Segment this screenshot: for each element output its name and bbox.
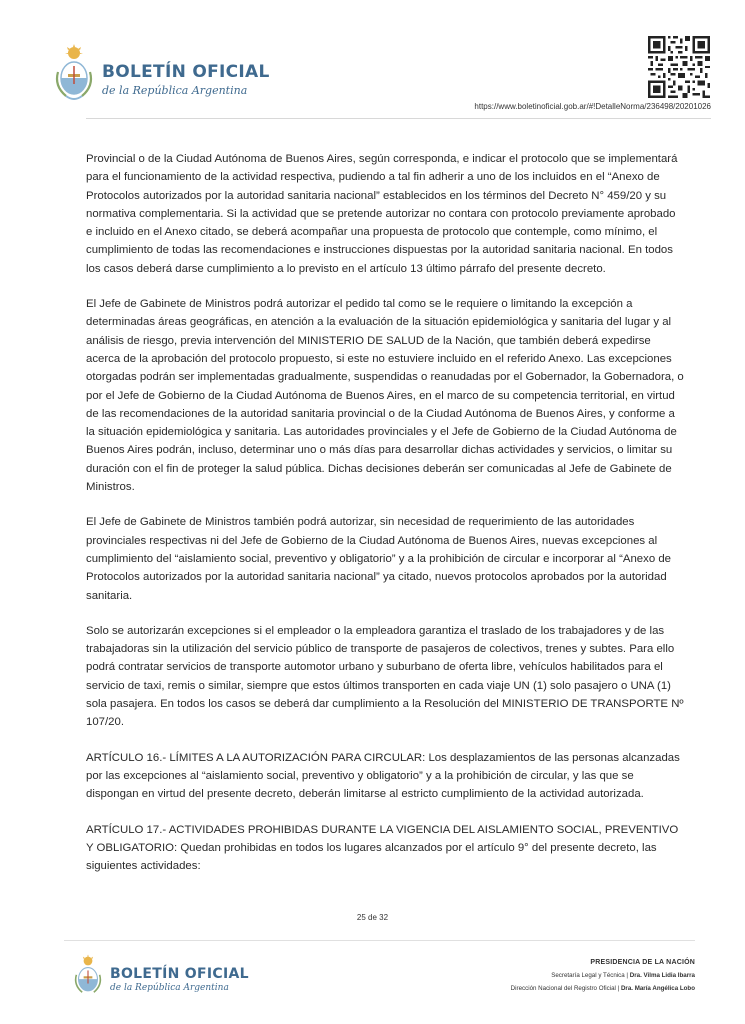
footer-brand-title: BOLETÍN OFICIAL bbox=[110, 966, 249, 982]
brand-title: BOLETÍN OFICIAL bbox=[102, 62, 270, 82]
paragraph: El Jefe de Gabinete de Ministros podrá autorizar el pedido tal como se le requiere o limitando la excepción a determinadas áreas geográficas, en atención a la evaluación de la situación epidemiológica y sanitaria del lugar y al análisis de riesgo, previa intervención del MINISTERIO DE SALUD de la Nación, que también deberá expedirse acerca de la aprobación del protocolo propuesto, si este no estuviere incluido en el referido Anexo. Las excepciones otorgadas podrán ser implementadas gradualmente, suspendidas o reanudadas por el Gobernador, la Gobernadora, o por el Jefe de Gobierno de la Ciudad Autónoma de Buenos Aires, en el marco de su competencia territorial, en virtud de las recomendaciones de la autoridad sanitaria provincial o de la Ciudad Autónoma de Buenos Aires, y conforme a la situación epidemiológica y sanitaria. Las autoridades provinciales y el Jefe de Gobierno de la Ciudad Autónoma de Buenos Aires podrán, incluso, determinar uno o más días para desarrollar dichas actividades y servicios, o limitar su duración con el fin de proteger la salud pública. Dichas decisiones deberán ser comunicadas al Jefe de Gabinete de Ministros. bbox=[86, 298, 684, 494]
coat-of-arms-icon bbox=[52, 44, 96, 106]
footer-brand-subtitle: de la República Argentina bbox=[110, 983, 229, 993]
footer-divider bbox=[64, 940, 695, 941]
paragraph: Provincial o de la Ciudad Autónoma de Buenos Aires, según corresponda, e indicar el protocolo que se implementará para el funcionamiento de la actividad respectiva, pudiendo a tal fin adherir a uno de los incluidos en el “Anexo de Protocolos autorizados por la autoridad sanitaria nacional” establecidos en los términos del Decreto N° 459/20 y su normativa complementaria. Si la actividad que se pretende autorizar no contara con protocolo previamente aprobado e incluido en el Anexo citado, se deberá acompañar una propuesta de protocolo que contemple, como mínimo, el cumplimiento de todas las recomendaciones e instrucciones dispuestas por la autoridad sanitaria nacional. En todos los casos deberá darse cumplimiento a lo previsto en el artículo 13 último párrafo del presente decreto. bbox=[86, 153, 678, 275]
footer-credits bbox=[511, 956, 695, 995]
brand-subtitle: de la República Argentina bbox=[102, 84, 248, 97]
document-url[interactable]: https://www.boletinoficial.gob.ar/#!DetalleNorma/236498/20201026 bbox=[474, 102, 711, 111]
article-17: ARTÍCULO 17.- ACTIVIDADES PROHIBIDAS DURANTE LA VIGENCIA DEL AISLAMIENTO SOCIAL, PREVENTIVO Y OBLIGATORIO: Quedan prohibidas en todos los lugares alcanzados por el artículo 9° del presente decreto, las siguientes actividades: bbox=[86, 823, 679, 873]
presidency-label: PRESIDENCIA DE LA NACIÓN bbox=[590, 959, 695, 966]
registro-prefix: Dirección Nacional del Registro Oficial | bbox=[510, 985, 621, 992]
qr-code-icon bbox=[648, 36, 710, 98]
paragraph: El Jefe de Gabinete de Ministros también podrá autorizar, sin necesidad de requerimiento de las autoridades provinciales respectivas ni del Jefe de Gobierno de la Ciudad Autónoma de Buenos Aires, nuevas excepciones al cumplimiento del “aislamiento social, preventivo y obligatorio” y a la prohibición de circular e incorporar al “Anexo de Protocolos autorizados por la autoridad sanitaria nacional” ya citado, nuevos protocolos aprobados por la autoridad sanitaria. bbox=[86, 516, 672, 602]
paragraph: Solo se autorizarán excepciones si el empleador o la empleadora garantiza el traslado de los trabajadores y de las trabajadoras sin la utilización del servicio público de transporte de pasajeros de colectivos, trenes y subtes. Para ello podrá contratar servicios de transporte automotor urbano y suburbano de oferta libre, vehículos habilitados para el servicio de taxi, remis o similar, siempre que estos últimos transporten en cada viaje UN (1) solo pasajero o UNA (1) sola pasajera. En todos los casos se deberá dar cumplimiento a la Resolución del MINISTERIO DE TRANSPORTE Nº 107/20. bbox=[86, 624, 684, 729]
registro-name: Dra. María Angélica Lobo bbox=[620, 985, 695, 992]
coat-of-arms-icon bbox=[72, 954, 104, 1000]
document-body bbox=[86, 150, 684, 892]
page-number: 25 de 32 bbox=[356, 913, 389, 922]
registro-line bbox=[511, 982, 695, 995]
secretaria-prefix: Secretaría Legal y Técnica | bbox=[551, 972, 630, 979]
secretaria-name: Dra. Vilma Lidia Ibarra bbox=[629, 972, 695, 979]
secretaria-line bbox=[511, 969, 695, 982]
header-divider bbox=[86, 118, 711, 119]
header-logo bbox=[52, 44, 272, 106]
footer-logo bbox=[72, 954, 272, 1004]
article-16: ARTÍCULO 16.- LÍMITES A LA AUTORIZACIÓN PARA CIRCULAR: Los desplazamientos de las personas alcanzadas por las excepciones al “aislamiento social, preventivo y obligatorio” y a la prohibición de circular, y las que se dispongan en virtud del presente decreto, deberán limitarse al estricto cumplimiento de la actividad autorizada. bbox=[86, 751, 680, 801]
